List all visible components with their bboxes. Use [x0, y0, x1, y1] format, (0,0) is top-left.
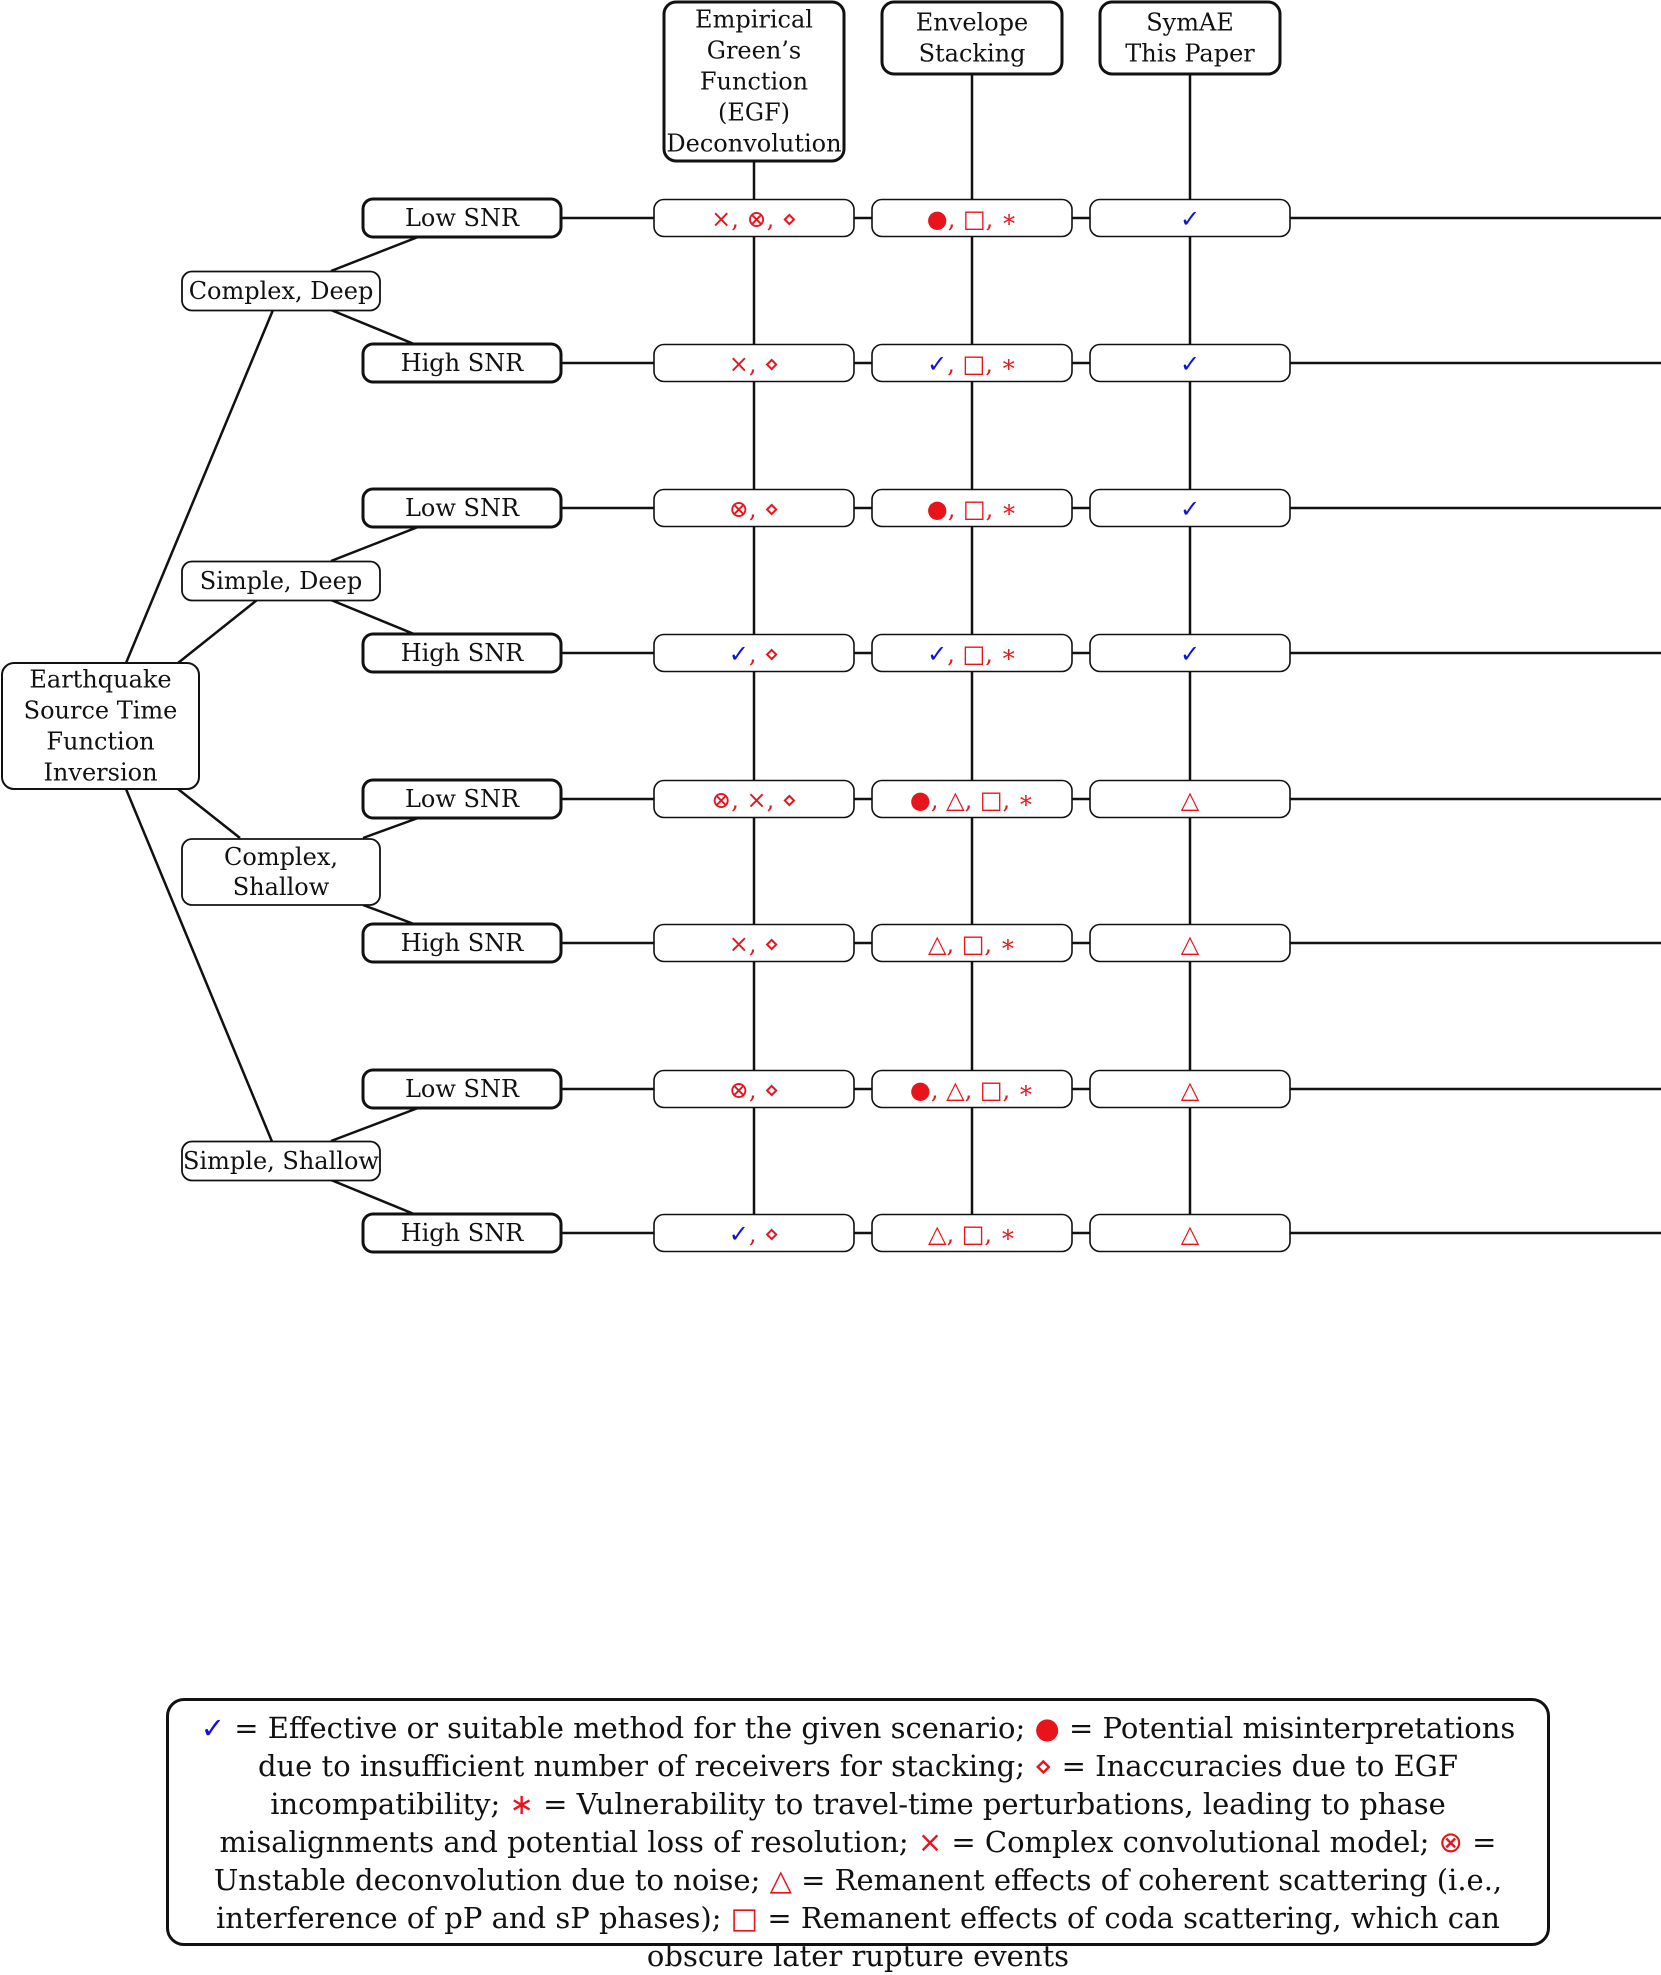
cell-symbols — [928, 930, 1016, 958]
cell-r2-c2 — [1090, 490, 1290, 527]
check-symbol-icon: ✓ — [927, 350, 948, 378]
cell-r6-c0 — [654, 1071, 854, 1108]
snr-label: High SNR — [400, 929, 524, 957]
cell-r4-c2 — [1090, 781, 1290, 818]
cell-r7-c0 — [654, 1215, 854, 1252]
diamond-symbol-icon: ⋄ — [764, 495, 780, 523]
ast-symbol-icon: ∗ — [1017, 1076, 1035, 1104]
cell-symbols — [1181, 1220, 1200, 1248]
cell-symbols — [1180, 350, 1200, 378]
cell-symbols — [729, 495, 779, 523]
cell-symbols — [729, 1220, 779, 1248]
separator: , — [930, 1076, 947, 1104]
cell-symbols — [729, 350, 779, 378]
separator: , — [984, 1220, 1000, 1248]
separator: , — [946, 1220, 962, 1248]
category-to-snr-6-line — [331, 1108, 418, 1141]
category-to-snr-2-line — [331, 527, 418, 561]
cell-symbols — [729, 930, 779, 958]
ast-symbol-icon: ∗ — [1000, 640, 1017, 668]
cell-r6-c1 — [872, 1071, 1072, 1108]
dot-symbol-icon: ● — [909, 1076, 931, 1104]
diamond-symbol-icon: ⋄ — [764, 930, 780, 958]
cross-symbol-icon: × — [728, 930, 749, 958]
snr-node-7 — [363, 1214, 561, 1252]
square-symbol-icon: □ — [962, 205, 986, 233]
category-node-1 — [182, 562, 380, 601]
cell-r1-c0 — [654, 345, 854, 382]
category-node-1-line: Simple, Deep — [199, 567, 363, 595]
cell-symbols — [928, 1220, 1016, 1248]
otimes-symbol-icon: ⊗ — [728, 1076, 749, 1104]
legend-check-text: = Effective or suitable method for the given scenario; — [225, 1711, 1035, 1745]
category-to-snr-0-line — [331, 237, 418, 271]
cell-r0-c1 — [872, 200, 1072, 237]
cell-r4-c0 — [654, 781, 854, 818]
method-header-2-line: SymAE — [1146, 8, 1234, 37]
snr-label: High SNR — [400, 1219, 524, 1247]
cell-r1-c1 — [872, 345, 1072, 382]
legend-diamond-text: = Inaccuracies due to EGF incompatibility; — [270, 1749, 1459, 1821]
separator: , — [748, 1076, 765, 1104]
triangle-symbol-icon: △ — [1180, 930, 1200, 958]
separator: , — [748, 640, 765, 668]
cell-r4-c1 — [872, 781, 1072, 818]
cell-r2-c0 — [654, 490, 854, 527]
category-to-snr-1-line — [331, 310, 414, 344]
cell-r7-c2 — [1090, 1215, 1290, 1252]
check-symbol-icon: ✓ — [927, 640, 948, 668]
separator: , — [731, 205, 747, 233]
square-symbol-icon: □ — [979, 1076, 1003, 1104]
ast-symbol-icon: ∗ — [1000, 350, 1017, 378]
cell-symbols — [711, 786, 797, 814]
method-header-0-line: Empirical — [695, 5, 813, 34]
otimes-symbol-icon: ⊗ — [711, 786, 732, 814]
snr-node-2 — [363, 489, 561, 527]
separator: , — [748, 1220, 765, 1248]
category-to-snr-5-line — [363, 905, 414, 924]
method-header-1-line: Envelope — [915, 8, 1029, 37]
category-node-0-line: Complex, Deep — [188, 277, 374, 305]
separator: , — [947, 495, 963, 523]
triangle-symbol-icon: △ — [928, 1220, 947, 1248]
diamond-symbol-icon: ⋄ — [781, 786, 797, 814]
legend-otimes-symbol: ⊗ — [1438, 1825, 1463, 1859]
cell-symbols — [729, 1076, 779, 1104]
separator: , — [766, 786, 782, 814]
cell-symbols — [711, 205, 797, 233]
cell-r6-c2 — [1090, 1071, 1290, 1108]
legend-otimes-text: = Unstable deconvolution due to noise; — [213, 1825, 1497, 1897]
snr-node-5 — [363, 924, 561, 962]
check-symbol-icon: ✓ — [1179, 205, 1201, 233]
snr-node-6 — [363, 1070, 561, 1108]
otimes-symbol-icon: ⊗ — [746, 205, 767, 233]
snr-label: Low SNR — [404, 1075, 520, 1103]
category-node-2 — [182, 839, 380, 905]
method-header-2-line: This Paper — [1125, 39, 1255, 68]
category-to-snr-7-line — [331, 1180, 414, 1214]
cell-r5-c0 — [654, 925, 854, 962]
cell-symbols — [927, 350, 1017, 378]
snr-label: Low SNR — [404, 785, 520, 813]
diamond-symbol-icon: ⋄ — [781, 205, 797, 233]
root-to-category-2-line — [178, 789, 240, 838]
snr-label: Low SNR — [404, 204, 520, 232]
ast-symbol-icon: ∗ — [999, 930, 1016, 958]
square-symbol-icon: □ — [979, 786, 1003, 814]
root-node-line: Earthquake — [29, 665, 172, 694]
cross-symbol-icon: × — [728, 350, 749, 378]
square-symbol-icon: □ — [961, 930, 985, 958]
ast-symbol-icon: ∗ — [999, 1220, 1016, 1248]
otimes-symbol-icon: ⊗ — [728, 495, 749, 523]
separator: , — [946, 930, 962, 958]
cross-symbol-icon: × — [746, 786, 767, 814]
separator: , — [985, 495, 1001, 523]
legend-box — [166, 1698, 1550, 1973]
cell-r5-c2 — [1090, 925, 1290, 962]
cross-symbol-icon: × — [711, 205, 732, 233]
cell-r5-c1 — [872, 925, 1072, 962]
separator: , — [731, 786, 747, 814]
legend-square-text: = Remanent effects of coda scattering, which can obscure later rupture events — [646, 1901, 1500, 1973]
separator: , — [947, 205, 963, 233]
method-header-2 — [1100, 2, 1280, 74]
category-to-snr-3-line — [331, 600, 414, 634]
check-symbol-icon: ✓ — [728, 1220, 749, 1248]
method-header-0-line: Function — [699, 67, 809, 96]
separator: , — [1002, 786, 1018, 814]
square-symbol-icon: □ — [962, 640, 986, 668]
separator: , — [985, 205, 1001, 233]
cell-r7-c1 — [872, 1215, 1072, 1252]
diamond-symbol-icon: ⋄ — [764, 350, 780, 378]
cell-r3-c2 — [1090, 635, 1290, 672]
method-header-0-line: Green’s — [706, 36, 802, 65]
legend-ast-symbol: ∗ — [509, 1787, 534, 1821]
snr-node-4 — [363, 780, 561, 818]
root-node-line: Function — [46, 727, 155, 756]
cell-r3-c0 — [654, 635, 854, 672]
category-node-2-line: Complex, — [224, 843, 338, 871]
cell-symbols — [927, 205, 1017, 233]
diamond-symbol-icon: ⋄ — [764, 1220, 780, 1248]
legend-dot-text: = Potential misinterpretations due to insufficient number of receivers for stacking; — [257, 1711, 1516, 1783]
snr-node-0 — [363, 199, 561, 237]
root-to-category-0-line — [126, 310, 273, 663]
cell-symbols — [910, 1076, 1034, 1104]
snr-node-1 — [363, 344, 561, 382]
dot-symbol-icon: ● — [926, 205, 948, 233]
method-header-0-line: Deconvolution — [666, 129, 842, 158]
root-node-line: Inversion — [43, 758, 158, 787]
cell-symbols — [729, 640, 779, 668]
cell-symbols — [1181, 1076, 1200, 1104]
separator: , — [985, 640, 1001, 668]
snr-label: High SNR — [400, 349, 524, 377]
square-symbol-icon: □ — [962, 350, 986, 378]
cell-r0-c2 — [1090, 200, 1290, 237]
triangle-symbol-icon: △ — [1180, 1220, 1200, 1248]
check-symbol-icon: ✓ — [728, 640, 749, 668]
cell-symbols — [1180, 205, 1200, 233]
check-symbol-icon: ✓ — [1179, 640, 1201, 668]
separator: , — [947, 640, 963, 668]
diamond-symbol-icon: ⋄ — [764, 1076, 780, 1104]
cell-symbols — [910, 786, 1034, 814]
separator: , — [985, 350, 1001, 378]
triangle-symbol-icon: △ — [1180, 1076, 1200, 1104]
legend-cross-text: = Complex convolutional model; — [942, 1825, 1439, 1859]
dot-symbol-icon: ● — [909, 786, 931, 814]
cell-symbols — [1180, 495, 1200, 523]
legend-triangle-text: = Remanent effects of coherent scattering (i.e., interference of pP and sP phases); — [216, 1863, 1503, 1935]
ast-symbol-icon: ∗ — [1000, 205, 1018, 233]
cell-symbols — [1181, 930, 1200, 958]
check-symbol-icon: ✓ — [1179, 495, 1201, 523]
category-to-snr-4-line — [363, 818, 418, 838]
legend-triangle-symbol: △ — [769, 1863, 792, 1897]
method-header-1 — [882, 2, 1062, 74]
cell-symbols — [927, 495, 1017, 523]
root-node — [2, 663, 199, 789]
method-header-1-line: Stacking — [918, 39, 1026, 68]
category-node-3-line: Simple, Shallow — [183, 1147, 379, 1175]
legend-cross-symbol: × — [917, 1825, 943, 1859]
legend-square-symbol: □ — [730, 1901, 759, 1935]
separator: , — [930, 786, 947, 814]
separator: , — [766, 205, 782, 233]
legend-dot-symbol: ● — [1034, 1711, 1060, 1745]
cell-r1-c2 — [1090, 345, 1290, 382]
cell-symbols — [927, 640, 1017, 668]
cell-symbols — [1180, 640, 1200, 668]
snr-label: Low SNR — [404, 494, 520, 522]
separator: , — [748, 495, 765, 523]
separator: , — [1002, 1076, 1018, 1104]
triangle-symbol-icon: △ — [946, 786, 965, 814]
legend-check-symbol: ✓ — [200, 1711, 225, 1745]
separator: , — [964, 786, 980, 814]
snr-label: High SNR — [400, 639, 524, 667]
separator: , — [748, 350, 765, 378]
separator: , — [748, 930, 765, 958]
diamond-symbol-icon: ⋄ — [764, 640, 780, 668]
category-node-2-line: Shallow — [232, 873, 330, 901]
cell-symbols — [1181, 786, 1200, 814]
root-to-category-1-line — [178, 600, 257, 663]
ast-symbol-icon: ∗ — [1000, 495, 1018, 523]
category-node-0 — [182, 272, 380, 311]
category-node-3 — [182, 1142, 380, 1181]
tree-nodes — [2, 2, 1290, 1252]
method-header-0-line: (EGF) — [717, 98, 791, 127]
triangle-symbol-icon: △ — [928, 930, 947, 958]
legend-ast-text: = Vulnerability to travel-time perturbations, leading to phase misalignments and potential loss of resolution; — [219, 1787, 1446, 1859]
check-symbol-icon: ✓ — [1179, 350, 1201, 378]
separator: , — [964, 1076, 980, 1104]
legend-diamond-symbol: ⋄ — [1034, 1749, 1053, 1783]
square-symbol-icon: □ — [961, 1220, 985, 1248]
ast-symbol-icon: ∗ — [1017, 786, 1035, 814]
method-header-0 — [664, 2, 844, 161]
snr-node-3 — [363, 634, 561, 672]
separator: , — [984, 930, 1000, 958]
triangle-symbol-icon: △ — [1180, 786, 1200, 814]
cell-r2-c1 — [872, 490, 1072, 527]
separator: , — [947, 350, 963, 378]
cell-r0-c0 — [654, 200, 854, 237]
square-symbol-icon: □ — [962, 495, 986, 523]
dot-symbol-icon: ● — [926, 495, 948, 523]
triangle-symbol-icon: △ — [946, 1076, 965, 1104]
cell-r3-c1 — [872, 635, 1072, 672]
root-node-line: Source Time — [23, 696, 178, 725]
